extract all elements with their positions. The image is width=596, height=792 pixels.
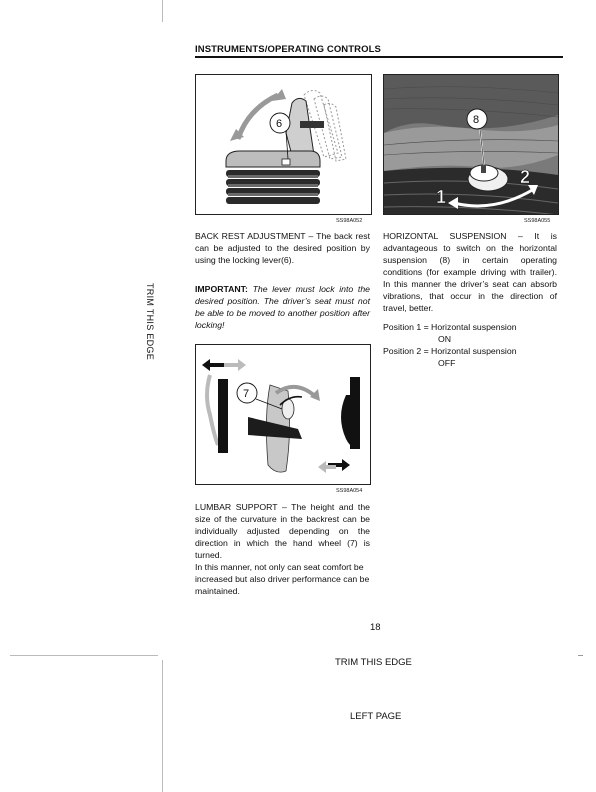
horizontal-suspension-paragraph: HORIZONTAL SUSPENSION – It is advantageous to switch on the horizontal suspension (8) in certain operating conditions (for example driving with trailer). In this manner the driver’s seat can absorb vibrations, that occur in the direction of travel, better.: [383, 231, 557, 313]
horizontal-suspension-figure: [383, 74, 559, 215]
figure-caption: SS98A052: [336, 218, 363, 224]
trim-edge-side-label: TRIM THIS EDGE: [145, 283, 155, 361]
callout-8-label: 8: [473, 114, 480, 126]
lumbar-illustration: [196, 345, 370, 484]
header-rule: [195, 56, 563, 58]
position-1-marker: 1: [436, 187, 447, 207]
important-note: [195, 283, 370, 331]
backrest-adjustment-paragraph: BACK REST ADJUSTMENT – The back rest can be adjusted to the desired position by using the locking lever(6).: [195, 231, 370, 265]
figure-caption: SS98A055: [524, 218, 551, 224]
position-2-label: Position 2 = Horizontal suspension: [383, 346, 517, 356]
position-1-label: Position 1 = Horizontal suspension: [383, 322, 517, 332]
lumbar-support-figure: [195, 344, 371, 485]
page-number: 18: [370, 622, 381, 633]
position-1-state: ON: [438, 334, 452, 344]
position-2-line: [383, 345, 517, 368]
position-2-marker: 2: [520, 167, 531, 187]
callout-6-label: 6: [276, 118, 283, 130]
trim-edge-label: TRIM THIS EDGE: [335, 657, 412, 668]
figure-caption: SS98A054: [336, 488, 363, 494]
lumbar-support-paragraph-2: In this manner, not only can seat comfort be increased but also driver performance can be maintained.: [195, 562, 370, 596]
callout-7-label: 7: [243, 388, 250, 400]
section-header: INSTRUMENTS/OPERATING CONTROLS: [195, 44, 381, 55]
left-page-label: LEFT PAGE: [350, 711, 402, 722]
backrest-figure: [195, 74, 372, 215]
important-text: The lever must lock into the desired position. The driver’s seat must not be able to be moved to another position after locking!: [195, 284, 370, 330]
backrest-illustration: [196, 75, 371, 214]
position-2-state: OFF: [438, 358, 456, 368]
trim-guide-line: [162, 0, 163, 22]
trim-guide-tick: [578, 655, 583, 656]
trim-guide-line: [10, 655, 158, 656]
lumbar-support-paragraph: LUMBAR SUPPORT – The height and the size of the curvature in the backrest can be individually adjusted depending on the direction in which the hand wheel (7) is turned.: [195, 502, 370, 560]
trim-guide-line: [162, 660, 163, 792]
horizontal-suspension-illustration: [384, 75, 558, 214]
important-label: IMPORTANT:: [195, 284, 248, 294]
position-1-line: [383, 321, 517, 344]
